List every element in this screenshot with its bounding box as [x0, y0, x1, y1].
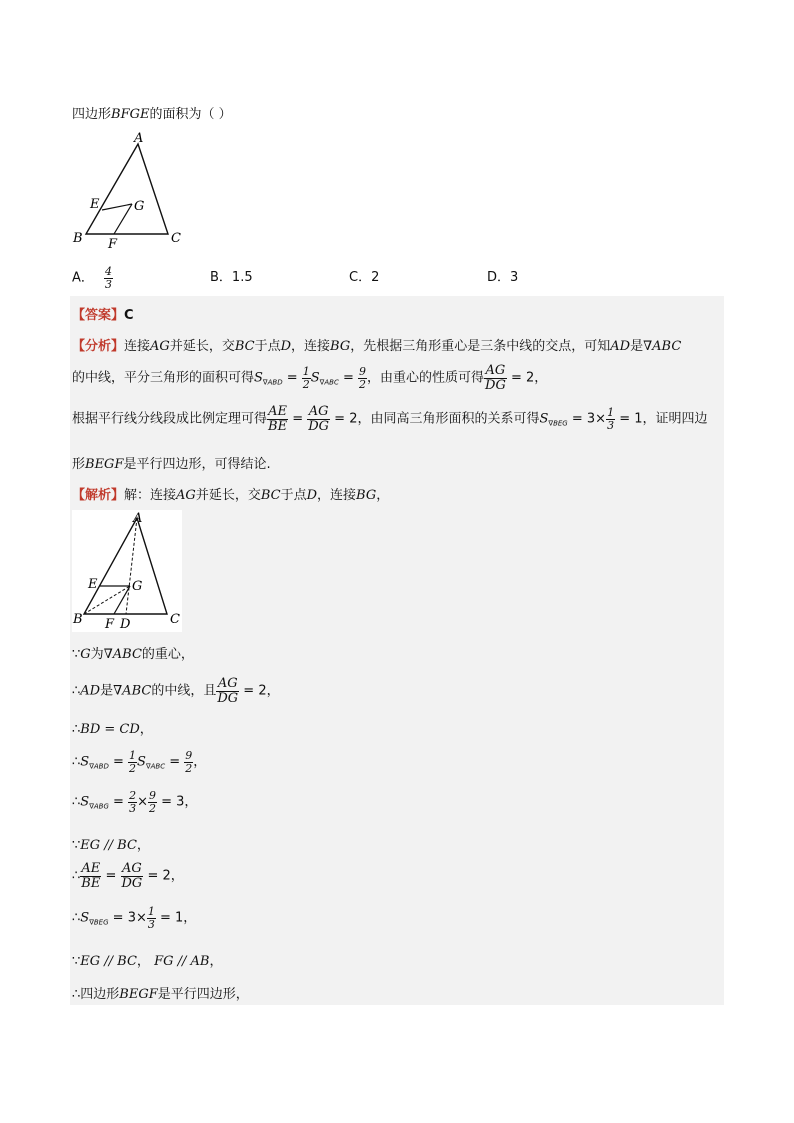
label-e-2: E — [88, 577, 98, 592]
segment-eg — [102, 204, 132, 210]
triangle-figure-2 — [72, 510, 184, 634]
solution-step-1: ∵G为∇ABC的重心， — [72, 647, 194, 662]
analysis-line-3: 根据平行线分线段成比例定理可得 $\frac{AE}{BE}$ = $\frac{AG}{DG}$ = 2，由同高三角形面积的关系可得$S_{\nabla BEG} = 3\times$ $\frac{1}{3}$ = 1，证明四边 — [72, 404, 708, 434]
label-c: C — [171, 231, 181, 246]
solution-step-2: ∴AD是∇ABC的中线，且 $\frac{AG}{DG}$ = 2， — [72, 676, 280, 706]
choice-d: D．3 — [487, 270, 519, 285]
solution-step-5: $\therefore S_{\nabla ABG}$ = $\frac{2}{3}$ × $\frac{9}{2}$ = 3， — [72, 789, 198, 815]
label-b: B — [73, 231, 83, 246]
choice-a-fraction: $\frac{4}{3}$ — [105, 265, 113, 291]
choice-c: C．2 — [349, 270, 380, 285]
solution-step-10: ∴四边形BEGF是平行四边形， — [72, 987, 249, 1002]
label-f: F — [108, 237, 118, 252]
triangle-abc — [86, 144, 168, 234]
solution-step-4: $\therefore S_{\nabla ABD}$ = $\frac{1}{2}$ $S_{\nabla ABC}$ = $\frac{9}{2}$ ， — [72, 749, 207, 775]
triangle-figure-1 — [70, 128, 200, 253]
solution-step-8: $\therefore S_{\nabla BEG} = 3\times$ $\frac{1}{3}$ = 1， — [72, 905, 197, 931]
analysis-line-2: 的中线，平分三角形的面积可得$S_{\nabla ABD}$ = $\frac{1}{2}$ $S_{\nabla ABC}$ = $\frac{9}{2}$ ，由重心的性质可得 $\frac{AG}{DG}$ = 2， — [72, 363, 548, 393]
label-g: G — [134, 199, 145, 214]
choice-b: B．1.5 — [210, 270, 253, 285]
analysis-line-1: 【分析】连接AG并延长，交BC于点D，连接BG，先根据三角形重心是三条中线的交点，可知AD是∇ABC — [72, 339, 682, 354]
label-a: A — [134, 131, 144, 146]
label-b-2: B — [73, 612, 83, 627]
segment-fg — [114, 204, 132, 234]
analysis-line-4: 形BEGF是平行四边形，可得结论. — [72, 457, 271, 472]
answer-line: 【答案】C — [72, 308, 134, 323]
triangle-abc-2 — [84, 518, 167, 614]
solution-step-3: ∴BD = CD， — [72, 722, 153, 737]
question-stem: 四边形BFGE的面积为（ ） — [72, 107, 232, 122]
label-d-2: D — [120, 617, 131, 632]
label-e: E — [90, 197, 100, 212]
choice-a: A． $\frac{4}{3}$ — [72, 265, 113, 291]
solution-step-9: ∵EG // BC， FG // AB， — [72, 954, 223, 969]
solution-step-7: ∴ $\frac{AE}{BE}$ = $\frac{AG}{DG}$ = 2， — [72, 861, 184, 891]
label-c-2: C — [170, 612, 180, 627]
solution-intro: 【解析】解：连接AG并延长，交BC于点D，连接BG， — [72, 488, 390, 503]
solution-step-6: ∵EG // BC， — [72, 838, 150, 853]
label-a-2: A — [133, 511, 143, 526]
segment-ad-dashed — [126, 518, 137, 614]
label-f-2: F — [105, 617, 115, 632]
label-g-2: G — [132, 579, 143, 594]
